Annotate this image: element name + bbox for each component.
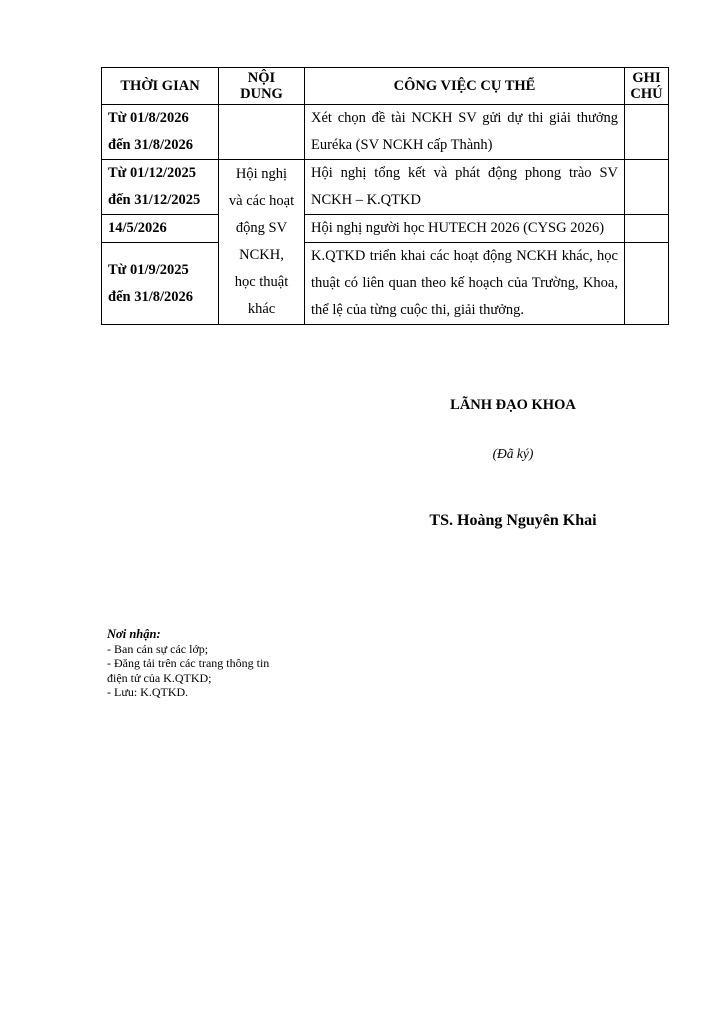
row-note xyxy=(625,160,669,215)
table-row xyxy=(102,243,669,325)
header-note xyxy=(625,68,669,105)
row-note xyxy=(625,105,669,160)
header-content-line-2: DUNG xyxy=(240,86,283,102)
table-row xyxy=(102,160,669,215)
row-time xyxy=(102,105,219,160)
header-note-line-1: GHI xyxy=(632,70,661,86)
row-time-line-1: Từ 01/9/2025 xyxy=(108,261,189,278)
row-time-line-1: Từ 01/12/2025 xyxy=(108,165,197,181)
recipient-item: điện tử của K.QTKD; xyxy=(107,670,212,685)
merged-content-line: Hội nghị xyxy=(235,166,288,182)
table-row xyxy=(102,105,669,160)
merged-content-line: học thuật xyxy=(234,274,289,290)
merged-content-line: NCKH, xyxy=(239,247,284,263)
header-time: THỜI GIAN xyxy=(102,68,219,105)
merged-content-cell xyxy=(219,160,305,325)
row-time-line-1: Từ 01/8/2026 xyxy=(108,110,189,126)
schedule-table xyxy=(101,67,669,325)
row-time-line-2: đến 31/8/2026 xyxy=(108,137,193,153)
header-content-line-1: NỘI xyxy=(247,70,276,86)
row-work: Hội nghị tổng kết và phát động phong trào SV NCKH – K.QTKD xyxy=(305,160,625,215)
row-time xyxy=(102,243,219,325)
row-work: Xét chọn đề tài NCKH SV gửi dự thi giải thưởng Euréka (SV NCKH cấp Thành) xyxy=(305,105,625,160)
row-work: Hội nghị người học HUTECH 2026 (CYSG 2026) xyxy=(305,215,625,243)
row-time-line-2: đến 31/12/2025 xyxy=(108,192,201,208)
table-header-row xyxy=(102,68,669,105)
row-content-empty xyxy=(219,105,305,160)
row-note xyxy=(625,215,669,243)
recipients-title: Nơi nhận: xyxy=(107,627,161,641)
row-time-line-2: đến 31/8/2026 xyxy=(108,288,193,305)
row-time: 14/5/2026 xyxy=(102,215,219,243)
row-note xyxy=(625,243,669,325)
header-note-line-2: CHÚ xyxy=(630,86,663,102)
merged-content-line: khác xyxy=(247,301,276,317)
row-work: K.QTKD triển khai các hoạt động NCKH khác, học thuật có liên quan theo kế hoạch của Trường, Khoa, thể lệ của từng cuộc thi, giải thưởng. xyxy=(305,243,625,325)
recipient-item: - Đăng tải trên các trang thông tin xyxy=(107,656,270,670)
table-row xyxy=(102,215,669,243)
signatory-name: TS. Hoàng Nguyên Khai xyxy=(429,512,597,529)
row-time xyxy=(102,160,219,215)
header-content xyxy=(219,68,305,105)
recipient-item: - Lưu: K.QTKD. xyxy=(107,685,189,699)
merged-content-line: động SV xyxy=(235,220,288,236)
recipient-item: - Ban cán sự các lớp; xyxy=(107,641,209,656)
merged-content-line: và các hoạt xyxy=(228,193,295,209)
signature-title: LÃNH ĐẠO KHOA xyxy=(450,397,576,413)
recipients-block xyxy=(107,627,307,700)
signature-signed-note: (Đã ký) xyxy=(492,446,534,461)
header-work: CÔNG VIỆC CỤ THỂ xyxy=(305,68,625,105)
